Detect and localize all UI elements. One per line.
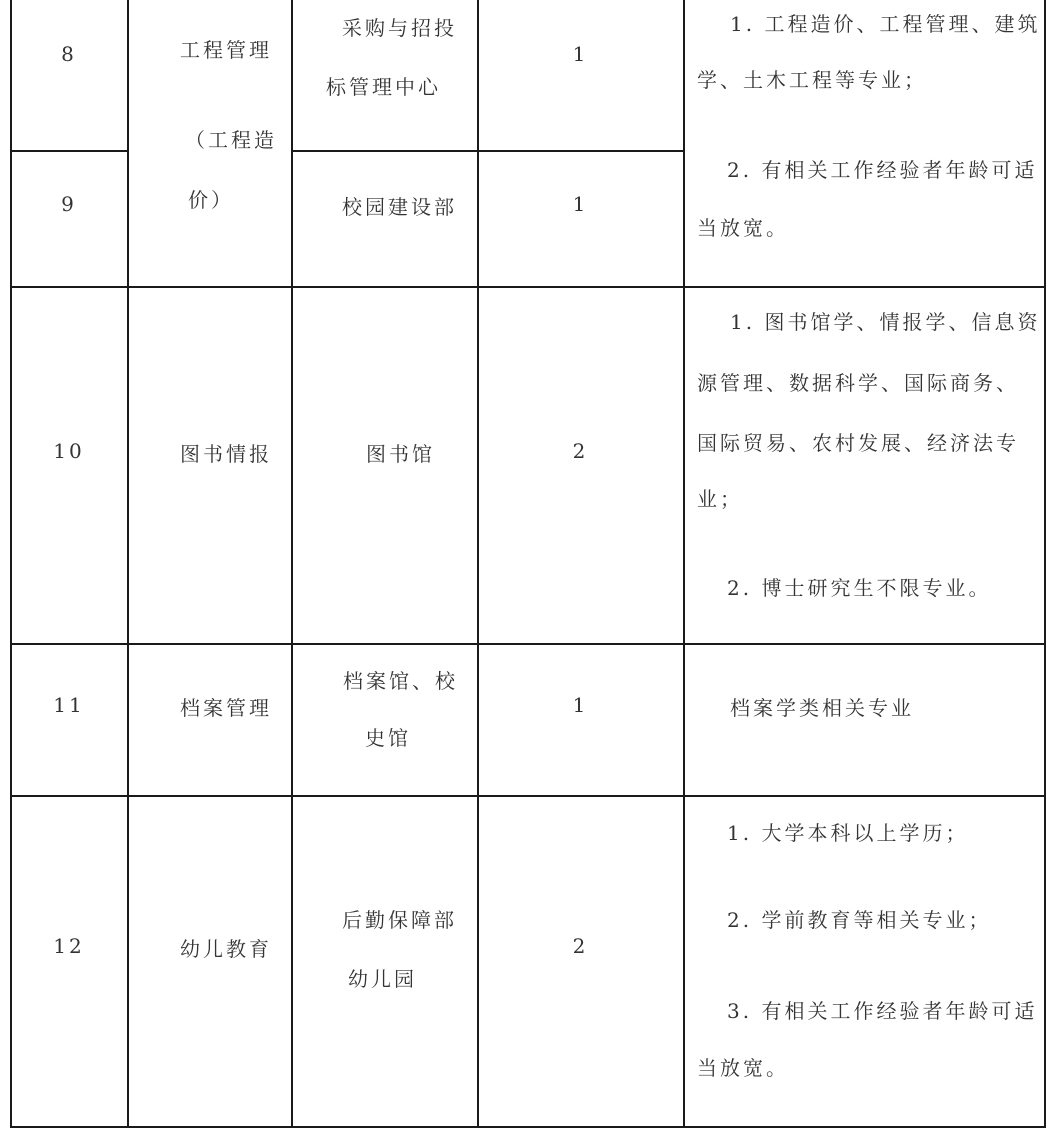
table-cell-count: 1	[572, 42, 589, 66]
row-divider-8-9-left	[10, 150, 128, 152]
table-cell-no: 9	[61, 192, 77, 216]
table-cell-requirement-line: 当放宽。	[697, 1056, 789, 1080]
table-cell-requirement-line: 3. 有相关工作经验者年龄可适	[727, 999, 1038, 1023]
row-divider-11-12	[10, 795, 1045, 797]
row-divider-8-9-mid	[291, 150, 684, 152]
table-cell-requirement-line: 1. 大学本科以上学历；	[727, 821, 969, 845]
table-cell-department-line: 史馆	[365, 726, 411, 750]
table-border-right	[1044, 0, 1046, 1128]
row-divider-9-10	[10, 286, 1045, 288]
table-cell-requirement-line: 1. 图书馆学、情报学、信息资	[730, 310, 1041, 334]
table-cell-department-line: 后勤保障部	[342, 908, 457, 932]
table-cell-department-line: 标管理中心	[326, 75, 441, 99]
table-cell-department: 校园建设部	[342, 195, 457, 219]
table-cell-position-line: （工程造	[185, 128, 277, 152]
table-cell-department-line: 采购与招投	[342, 16, 457, 40]
table-cell-requirement-line: 1. 工程造价、工程管理、建筑	[730, 12, 1041, 36]
table-border-bottom	[10, 1126, 1045, 1128]
table-cell-position: 幼儿教育	[180, 937, 272, 961]
table-cell-no: 12	[53, 934, 85, 958]
table-cell-position: 工程管理	[180, 38, 272, 62]
table-cell-no: 11	[53, 693, 85, 717]
table-cell-count: 1	[572, 693, 589, 717]
table-cell-department-line: 幼儿园	[348, 967, 417, 991]
table-cell-position-line: 价）	[188, 188, 234, 212]
table-cell-requirement-line: 当放宽。	[697, 216, 789, 240]
table-cell-count: 2	[572, 439, 589, 463]
table-border-left	[10, 0, 12, 1128]
table-cell-no: 10	[53, 439, 85, 463]
table-cell-requirement-line: 2. 有相关工作经验者年龄可适	[727, 158, 1038, 182]
table-cell-requirement: 档案学类相关专业	[730, 696, 914, 720]
table-cell-department: 图书馆	[366, 442, 435, 466]
table-cell-department-line: 档案馆、校	[343, 669, 458, 693]
table-cell-requirement-line: 国际贸易、农村发展、经济法专	[697, 431, 1019, 455]
table-cell-requirement-line: 2. 博士研究生不限专业。	[727, 576, 992, 600]
table-cell-position: 图书情报	[180, 442, 272, 466]
table-border-col2	[291, 0, 293, 1128]
table-cell-no: 8	[61, 42, 77, 66]
table-cell-requirement-line: 2. 学前教育等相关专业；	[727, 908, 992, 932]
table-cell-count: 2	[572, 934, 589, 958]
table-border-col3	[477, 0, 479, 1128]
table-cell-requirement-line: 学、土木工程等专业；	[697, 68, 927, 92]
table-border-col4	[683, 0, 685, 1128]
table-cell-count: 1	[572, 192, 589, 216]
row-divider-10-11	[10, 643, 1045, 645]
table-cell-requirement-line: 源管理、数据科学、国际商务、	[697, 371, 1019, 395]
table-cell-position: 档案管理	[180, 696, 272, 720]
table-border-col1	[127, 0, 129, 1128]
table-cell-requirement-line: 业；	[697, 487, 743, 511]
